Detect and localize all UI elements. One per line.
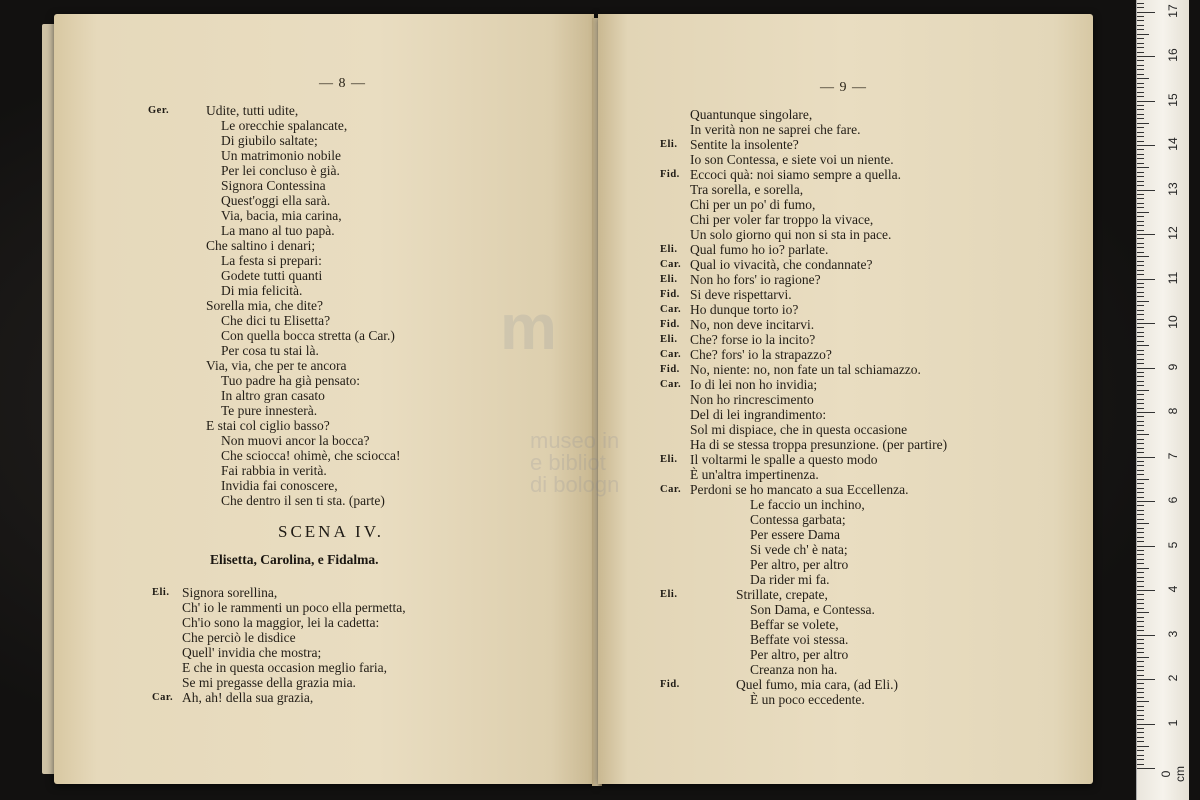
verse-line: In verità non ne saprei che fare. [690, 122, 861, 137]
verse-line: Ho dunque torto io? [690, 302, 799, 317]
ruler-tick [1137, 287, 1144, 288]
ruler-tick [1137, 661, 1144, 662]
ruler-tick [1137, 594, 1144, 595]
ruler-tick [1137, 639, 1144, 640]
verse-line: Se mi pregasse della grazia mia. [182, 675, 356, 690]
ruler-tick [1137, 412, 1155, 413]
ruler-tick [1137, 652, 1144, 653]
ruler-tick [1137, 243, 1144, 244]
ruler-tick [1137, 443, 1144, 444]
verse-line: Via, via, che per te ancora [206, 358, 347, 373]
verse-line: Udite, tutti udite, [206, 103, 299, 118]
ruler-tick [1137, 301, 1149, 302]
verse-line: Signora sorellina, [182, 585, 278, 600]
ruler-tick [1137, 38, 1144, 39]
verse-line: Godete tutti quanti [221, 268, 323, 283]
ruler-tick [1137, 399, 1144, 400]
verse-line: Per altro, per altro [750, 557, 849, 572]
ruler-tick [1137, 252, 1144, 253]
ruler-tick [1137, 692, 1144, 693]
ruler-number: 2 [1166, 674, 1180, 682]
verse-line: Quell' invidia che mostra; [182, 645, 322, 660]
ruler-tick [1137, 221, 1144, 222]
ruler-tick [1137, 510, 1144, 511]
speaker-label: Fid. [660, 169, 680, 180]
verse-line: Creanza non ha. [750, 662, 838, 677]
ruler-tick [1137, 87, 1144, 88]
verse-line: Un matrimonio nobile [221, 148, 341, 163]
ruler-tick [1137, 327, 1144, 328]
verse-line: E stai col ciglio basso? [206, 418, 330, 433]
ruler-tick [1137, 452, 1144, 453]
ruler-tick [1137, 149, 1144, 150]
speaker-label: Fid. [660, 364, 680, 375]
verse-line: Chi per voler far troppo la vivace, [690, 212, 874, 227]
ruler-number: 10 [1166, 315, 1180, 329]
ruler-tick [1137, 483, 1144, 484]
ruler-tick [1137, 523, 1149, 524]
ruler-tick [1137, 750, 1144, 751]
ruler-tick [1137, 630, 1144, 631]
ruler-tick [1137, 332, 1144, 333]
verse-line: Contessa garbata; [750, 512, 846, 527]
ruler-tick [1137, 132, 1144, 133]
verse-line: Beffar se volete, [750, 617, 839, 632]
verse-line: È un poco eccedente. [750, 692, 865, 707]
ruler-tick [1137, 403, 1144, 404]
ruler-tick [1137, 92, 1144, 93]
ruler-tick [1137, 697, 1144, 698]
ruler-tick [1137, 532, 1144, 533]
ruler-tick [1137, 688, 1144, 689]
verse-line: Che sciocca! ohimè, che sciocca! [221, 448, 401, 463]
ruler-number: 3 [1166, 630, 1180, 637]
cast-line: Elisetta, Carolina, e Fidalma. [210, 552, 379, 567]
ruler-tick [1137, 145, 1155, 146]
verse-line: Sorella mia, che dite? [206, 298, 323, 313]
ruler-number: 11 [1166, 271, 1180, 284]
verse-line: E che in questa occasion meglio faria, [182, 660, 388, 675]
ruler-tick [1137, 185, 1144, 186]
ruler-tick [1137, 621, 1144, 622]
ruler-tick [1137, 430, 1144, 431]
verse-line: Tra sorella, e sorella, [690, 182, 804, 197]
ruler-tick [1137, 372, 1144, 373]
speaker-label: Car. [152, 692, 174, 703]
ruler-tick [1137, 305, 1144, 306]
ruler-tick [1137, 465, 1144, 466]
ruler-tick [1137, 270, 1144, 271]
verse-line: Il voltarmi le spalle a questo modo [690, 452, 878, 467]
speaker-label: Car. [660, 349, 682, 360]
ruler-tick [1137, 617, 1144, 618]
ruler-tick [1137, 203, 1144, 204]
ruler-tick [1137, 385, 1144, 386]
verse-line: No, non deve incitarvi. [690, 317, 815, 332]
ruler-tick [1137, 29, 1144, 30]
ruler-tick [1137, 710, 1144, 711]
ruler-tick [1137, 572, 1144, 573]
verse-line: Che perciò le disdice [182, 630, 296, 645]
ruler-tick [1137, 666, 1144, 667]
ruler-number: 13 [1166, 181, 1180, 196]
ruler-tick [1137, 83, 1144, 84]
verse-line: Via, bacia, mia carina, [221, 208, 342, 223]
ruler-tick [1137, 109, 1144, 110]
ruler-tick [1137, 292, 1144, 293]
verse-line: Io di lei non ho invidia; [690, 377, 818, 392]
ruler-tick [1137, 69, 1144, 70]
verse-line: Le orecchie spalancate, [221, 118, 348, 133]
ruler-tick [1137, 728, 1144, 729]
ruler-tick [1137, 599, 1144, 600]
ruler-tick [1137, 390, 1149, 391]
ruler-tick [1137, 394, 1144, 395]
ruler-tick [1137, 501, 1155, 502]
ruler-tick [1137, 123, 1149, 124]
ruler-tick [1137, 101, 1155, 102]
ruler-tick [1137, 314, 1144, 315]
verse-line: Te pure innesterà. [221, 403, 318, 418]
ruler-tick [1137, 550, 1144, 551]
ruler-tick [1137, 78, 1149, 79]
verse-line: Per cosa tu stai là. [221, 343, 319, 358]
ruler-tick [1137, 746, 1149, 747]
ruler-number: 5 [1166, 541, 1180, 548]
speaker-label: Car. [660, 484, 682, 495]
verse-line: Per lei concluso è già. [221, 163, 340, 178]
verse-line: Le faccio un inchino, [750, 497, 865, 512]
ruler-tick [1137, 56, 1155, 57]
ruler-tick [1137, 283, 1144, 284]
ruler-tick [1137, 381, 1144, 382]
page-number-left: — 8 — [319, 76, 366, 91]
verse-line: Io son Contessa, e siete voi un niente. [690, 152, 894, 167]
ruler-tick [1137, 65, 1144, 66]
speaker-label: Fid. [660, 679, 680, 690]
ruler-tick [1137, 238, 1144, 239]
ruler-tick [1137, 190, 1155, 191]
ruler-tick [1137, 416, 1144, 417]
ruler-tick [1137, 764, 1144, 765]
ruler-tick [1137, 376, 1144, 377]
speaker-label: Fid. [660, 319, 680, 330]
ruler-tick [1137, 434, 1149, 435]
ruler-tick [1137, 488, 1144, 489]
ruler-number: 16 [1166, 48, 1180, 62]
ruler-tick [1137, 279, 1155, 280]
ruler-tick [1137, 3, 1144, 4]
speaker-label: Eli. [660, 334, 678, 345]
verse-line: Strillate, crepate, [736, 587, 828, 602]
verse-line: La mano al tuo papà. [221, 223, 335, 238]
ruler-tick [1137, 563, 1144, 564]
verse-line: La festa si prepari: [221, 253, 322, 268]
ruler-tick [1137, 470, 1144, 471]
ruler-tick [1137, 408, 1144, 409]
verse-line: Si deve rispettarvi. [690, 287, 792, 302]
ruler-tick [1137, 505, 1144, 506]
ruler-tick [1137, 359, 1144, 360]
ruler-tick [1137, 741, 1144, 742]
scene-heading: SCENA IV. [278, 522, 385, 541]
ruler-tick [1137, 261, 1144, 262]
speaker-label: Eli. [660, 589, 678, 600]
ruler-tick [1137, 706, 1144, 707]
speaker-label: Car. [660, 304, 682, 315]
ruler-tick [1137, 439, 1144, 440]
ruler-tick [1137, 230, 1144, 231]
ruler-tick [1137, 586, 1144, 587]
ruler-tick [1137, 719, 1144, 720]
ruler-tick [1137, 568, 1149, 569]
verse-line: Chi per un po' di fumo, [690, 197, 816, 212]
ruler-tick [1137, 345, 1149, 346]
verse-line: Che? fors' io la strapazzo? [690, 347, 832, 362]
speaker-label: Car. [660, 379, 682, 390]
ruler-tick [1137, 635, 1155, 636]
verse-line: Quel fumo, mia cara, (ad Eli.) [736, 677, 898, 692]
ruler-tick [1137, 7, 1144, 8]
speaker-label: Eli. [660, 139, 678, 150]
ruler-number: 17 [1166, 3, 1180, 18]
ruler-number: 7 [1166, 452, 1180, 459]
ruler-tick [1137, 737, 1144, 738]
ruler-tick [1137, 590, 1155, 591]
verse-line: Da rider mi fa. [750, 572, 830, 587]
ruler-tick [1137, 657, 1149, 658]
measurement-ruler [1136, 0, 1189, 800]
ruler-tick [1137, 265, 1144, 266]
ruler-tick [1137, 141, 1144, 142]
right-page [598, 14, 1093, 784]
verse-line: Tuo padre ha già pensato: [221, 373, 360, 388]
verse-line: Quest'oggi ella sarà. [221, 193, 331, 208]
ruler-tick [1137, 608, 1144, 609]
speaker-label: Ger. [148, 105, 170, 116]
ruler-tick [1137, 212, 1149, 213]
ruler-number: 1 [1166, 719, 1180, 726]
ruler-tick [1137, 759, 1144, 760]
ruler-number: 0 cm [1159, 766, 1187, 782]
ruler-tick [1137, 158, 1144, 159]
ruler-tick [1137, 234, 1155, 235]
ruler-tick [1137, 323, 1155, 324]
ruler-tick [1137, 341, 1144, 342]
ruler-tick [1137, 74, 1144, 75]
verse-line: Non ho fors' io ragione? [690, 272, 821, 287]
ruler-tick [1137, 136, 1144, 137]
verse-line: Di giubilo saltate; [221, 133, 318, 148]
verse-line: Che dici tu Elisetta? [221, 313, 331, 328]
verse-line: Sentite la insolente? [690, 137, 799, 152]
verse-line: Sol mi dispiace, che in questa occasione [690, 422, 908, 437]
speaker-label: Eli. [660, 244, 678, 255]
verse-line: Del di lei ingrandimento: [690, 407, 827, 422]
ruler-tick [1137, 497, 1144, 498]
ruler-tick [1137, 474, 1144, 475]
ruler-tick [1137, 114, 1144, 115]
ruler-number: 4 [1166, 585, 1180, 593]
ruler-tick [1137, 350, 1144, 351]
ruler-tick [1137, 216, 1144, 217]
verse-line: Ch' io le rammenti un poco ella permetta, [182, 600, 406, 615]
ruler-tick [1137, 60, 1144, 61]
ruler-tick [1137, 554, 1144, 555]
verse-line: Non muovi ancor la bocca? [221, 433, 370, 448]
speaker-label: Eli. [152, 587, 170, 598]
verse-line: Ha di se stessa troppa presunzione. (per partire) [690, 437, 948, 452]
verse-line: In altro gran casato [221, 388, 325, 403]
ruler-tick [1137, 274, 1144, 275]
verse-line: Eccoci quà: noi siamo sempre a quella. [690, 167, 902, 182]
ruler-tick [1137, 176, 1144, 177]
ruler-tick [1137, 683, 1144, 684]
ruler-tick [1137, 679, 1155, 680]
verse-line: Quantunque singolare, [690, 107, 813, 122]
ruler-tick [1137, 52, 1144, 53]
ruler-tick [1137, 448, 1144, 449]
ruler-tick [1137, 247, 1144, 248]
ruler-tick [1137, 256, 1149, 257]
ruler-tick [1137, 163, 1144, 164]
ruler-tick [1137, 105, 1144, 106]
verse-line: Che? forse io la incito? [690, 332, 816, 347]
ruler-tick [1137, 461, 1144, 462]
ruler-tick [1137, 626, 1144, 627]
ruler-tick [1137, 425, 1144, 426]
ruler-tick [1137, 25, 1144, 26]
ruler-tick [1137, 421, 1144, 422]
ruler-tick [1137, 354, 1144, 355]
verse-line: Fai rabbia in verità. [221, 463, 327, 478]
verse-line: Con quella bocca stretta (a Car.) [221, 328, 395, 343]
page-number-right: — 9 — [820, 80, 867, 95]
verse-line: Per essere Dama [750, 527, 840, 542]
ruler-tick [1137, 172, 1144, 173]
ruler-number: 6 [1166, 496, 1180, 504]
ruler-tick [1137, 43, 1144, 44]
speaker-label: Eli. [660, 274, 678, 285]
ruler-tick [1137, 670, 1144, 671]
ruler-tick [1137, 715, 1144, 716]
verse-line: È un'altra impertinenza. [690, 467, 819, 482]
ruler-number: 14 [1166, 137, 1180, 151]
verse-line: Invidia fai conoscere, [221, 478, 338, 493]
ruler-tick [1137, 225, 1144, 226]
verse-line: Ah, ah! della sua grazia, [182, 690, 314, 705]
verse-line: Un solo giorno qui non si sta in pace. [690, 227, 892, 242]
verse-line: Che saltino i denari; [206, 238, 316, 253]
ruler-tick [1137, 12, 1155, 13]
ruler-tick [1137, 732, 1144, 733]
ruler-tick [1137, 336, 1144, 337]
ruler-tick [1137, 34, 1149, 35]
ruler-tick [1137, 577, 1144, 578]
ruler-tick [1137, 127, 1144, 128]
verse-line: Di mia felicità. [221, 283, 303, 298]
ruler-tick [1137, 768, 1155, 769]
ruler-number: 8 [1166, 407, 1180, 415]
ruler-tick [1137, 181, 1144, 182]
ruler-tick [1137, 198, 1144, 199]
ruler-tick [1137, 16, 1144, 17]
ruler-tick [1137, 603, 1144, 604]
verse-line: Si vede ch' è nata; [750, 542, 848, 557]
ruler-tick [1137, 648, 1144, 649]
ruler-number: 9 [1166, 363, 1180, 370]
ruler-tick [1137, 194, 1144, 195]
ruler-tick [1137, 643, 1144, 644]
verse-line: Qual io vivacità, che condannate? [690, 257, 873, 272]
ruler-tick [1137, 541, 1144, 542]
verse-line: Che dentro il sen ti sta. (parte) [221, 493, 385, 508]
ruler-tick [1137, 612, 1149, 613]
ruler-tick [1137, 701, 1149, 702]
verse-line: Signora Contessina [221, 178, 326, 193]
ruler-number: 15 [1166, 92, 1180, 107]
ruler-tick [1137, 20, 1144, 21]
speaker-label: Fid. [660, 289, 680, 300]
open-booklet [38, 14, 1098, 790]
ruler-tick [1137, 319, 1144, 320]
verse-line: No, niente: no, non fate un tal schiamazzo. [690, 362, 921, 377]
ruler-tick [1137, 457, 1155, 458]
ruler-tick [1137, 479, 1149, 480]
ruler-tick [1137, 546, 1155, 547]
ruler-tick [1137, 675, 1144, 676]
ruler-number: 12 [1166, 226, 1180, 240]
ruler-tick [1137, 207, 1144, 208]
speaker-label: Car. [660, 259, 682, 270]
ruler-tick [1137, 310, 1144, 311]
verse-line: Perdoni se ho mancato a sua Eccellenza. [690, 482, 909, 497]
ruler-tick [1137, 167, 1149, 168]
verse-line: Beffate voi stessa. [750, 632, 849, 647]
ruler-tick [1137, 581, 1144, 582]
ruler-tick [1137, 96, 1144, 97]
ruler-tick [1137, 363, 1144, 364]
ruler-tick [1137, 368, 1155, 369]
ruler-tick [1137, 492, 1144, 493]
ruler-tick [1137, 118, 1144, 119]
ruler-tick [1137, 514, 1144, 515]
speaker-label: Eli. [660, 454, 678, 465]
ruler-tick [1137, 528, 1144, 529]
verse-line: Son Dama, e Contessa. [750, 602, 875, 617]
ruler-tick [1137, 724, 1155, 725]
ruler-tick [1137, 154, 1144, 155]
ruler-tick [1137, 47, 1144, 48]
ruler-tick [1137, 755, 1144, 756]
ruler-tick [1137, 537, 1144, 538]
ruler-tick [1137, 559, 1144, 560]
verse-line: Non ho rincrescimento [690, 392, 814, 407]
verse-line: Qual fumo ho io? parlate. [690, 242, 829, 257]
verse-line: Ch'io sono la maggior, lei la cadetta: [182, 615, 380, 630]
ruler-tick [1137, 296, 1144, 297]
ruler-tick [1137, 519, 1144, 520]
verse-line: Per altro, per altro [750, 647, 849, 662]
left-page [54, 14, 594, 784]
